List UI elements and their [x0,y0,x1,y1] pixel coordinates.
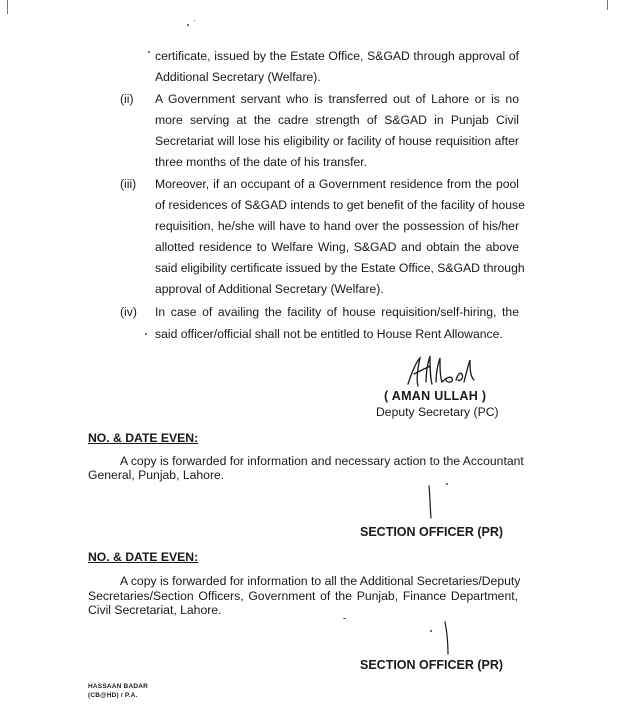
clause-iii-line: approval of Additional Secretary (Welfare). [155,282,384,296]
clause-i-line: certificate, issued by the Estate Office, S&GAD through approval of [155,49,519,63]
copy-text-line: A copy is forwarded for information to all the Additional Secretaries/Deputy [120,574,521,588]
clause-number: (ii) [120,92,134,106]
footer-designation: (CB@HD) / P.A. [88,692,138,699]
scan-speck [343,618,346,619]
clause-ii-line: A Government servant who is transferred out of Lahore or is no [155,92,519,106]
clause-iii-line: Moreover, if an occupant of a Government residence from the pool [155,177,519,191]
clause-iv-line: said officer/official shall not be entitled to House Rent Allowance. [155,327,503,341]
scan-speck [145,333,147,335]
signatory-name: ( AMAN ULLAH ) [384,389,487,403]
scan-edge-mark [607,0,608,10]
clause-iii-line: requisition, he/she will have to hand over the possession of his/her [155,219,519,233]
clause-ii-line: Secretariat will lose his eligibility or facility of house requisition after [155,134,519,148]
section-officer-label: SECTION OFFICER (PR) [360,525,504,539]
scan-edge-mark [7,0,8,14]
copy-text-line: A copy is forwarded for information and necessary action to the Accountant [120,454,524,468]
scan-speck [446,483,448,485]
scan-speck [148,51,150,53]
clause-i-line: Additional Secretary (Welfare). [155,70,321,84]
clause-number: (iv) [120,305,137,319]
signature-handwritten [404,352,476,392]
initial-mark [442,620,452,656]
clause-iii-line: allotted residence to Welfare Wing, S&GAD and obtain the above [155,240,519,254]
copy-heading: NO. & DATE EVEN: [88,431,199,445]
signatory-designation: Deputy Secretary (PC) [376,405,499,419]
clause-ii-line: more serving at the cadre strength of S&GAD in Punjab Civil [155,113,519,127]
scan-speck [194,20,195,21]
clause-number: (iii) [120,177,137,191]
clause-iii-line: said eligibility certificate issued by the Estate Office, S&GAD through [155,261,525,275]
section-officer-label: SECTION OFFICER (PR) [360,658,504,672]
copy-text-line: Civil Secretariat, Lahore. [88,603,222,617]
clause-iv-line: In case of availing the facility of house requisition/self-hiring, the [155,305,519,319]
clause-iii-line: of residences of S&GAD intends to get benefit of the facility of house [155,198,525,212]
scan-speck [430,630,432,632]
clause-ii-line: three months of the date of his transfer. [155,155,368,169]
scan-speck [187,24,189,26]
footer-name: HASSAAN BADAR [88,683,149,690]
initial-mark [426,484,434,520]
copy-text-line: Secretaries/Section Officers, Government of the Punjab, Finance Department, [88,589,518,603]
copy-text-line: General, Punjab, Lahore. [88,468,225,482]
copy-heading: NO. & DATE EVEN: [88,550,199,564]
